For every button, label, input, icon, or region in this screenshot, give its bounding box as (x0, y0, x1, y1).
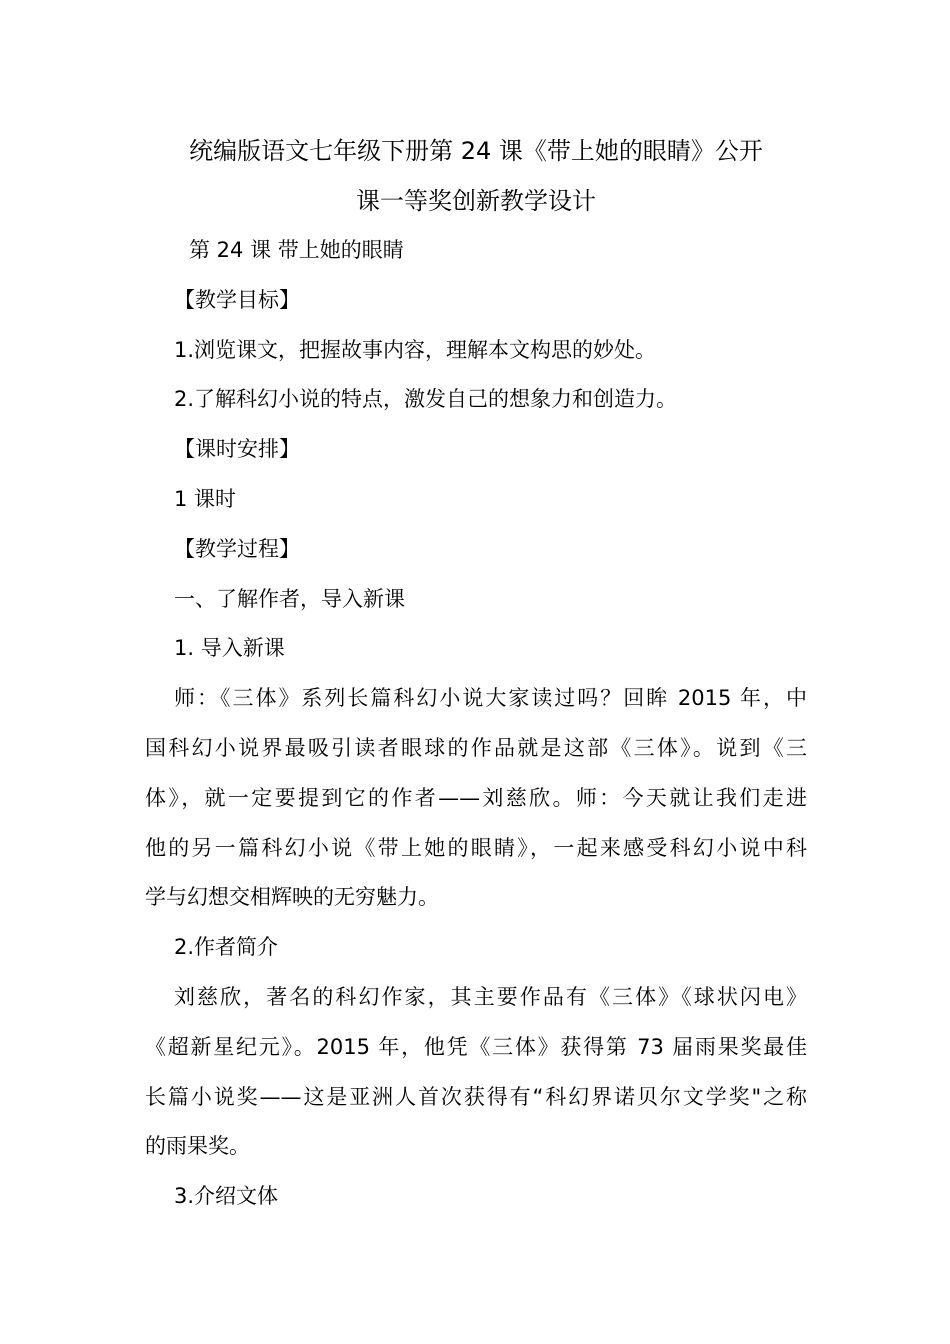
paragraph-1-line-2: 国科幻小说界最吸引读者眼球的作品就是这部《三体》。说到《三 (145, 736, 807, 760)
part-heading-1: 一、了解作者，导入新课 (174, 587, 405, 611)
paragraph-2-line-2: 《超新星纪元》。2015 年，他凭《三体》获得第 73 届雨果奖最佳 (145, 1035, 807, 1059)
lesson-heading: 第 24 课 带上她的眼睛 (189, 238, 404, 262)
section-heading-time: 【课时安排】 (174, 437, 300, 461)
step-heading-1: 1. 导入新课 (174, 636, 285, 660)
step-heading-3: 3.介绍文体 (174, 1184, 279, 1208)
section-heading-process: 【教学过程】 (174, 537, 300, 561)
goal-item-2: 2.了解科幻小说的特点，激发自己的想象力和创造力。 (174, 387, 678, 411)
goal-item-1: 1.浏览课文，把握故事内容，理解本文构思的妙处。 (174, 338, 657, 362)
paragraph-1-line-3: 体》，就一定要提到它的作者——刘慈欣。师：今天就让我们走进 (145, 786, 807, 810)
paragraph-2-line-1: 刘慈欣，著名的科幻作家，其主要作品有《三体》《球状闪电》 (174, 985, 807, 1009)
paragraph-1-line-4: 他的另一篇科幻小说《带上她的眼睛》，一起来感受科幻小说中科 (145, 836, 807, 860)
paragraph-1-line-1: 师：《三体》系列长篇科幻小说大家读过吗？回眸 2015 年，中 (174, 686, 807, 710)
document-title-line-1: 统编版语文七年级下册第 24 课《带上她的眼睛》公开 (189, 137, 763, 165)
paragraph-2-line-4: 的雨果奖。 (145, 1134, 250, 1158)
document-title-line-2: 课一等奖创新教学设计 (356, 187, 596, 215)
step-heading-2: 2.作者简介 (174, 935, 279, 959)
paragraph-2-line-3: 长篇小说奖——这是亚洲人首次获得有“科幻界诺贝尔文学奖"之称 (145, 1085, 807, 1109)
time-value: 1 课时 (174, 487, 237, 511)
section-heading-goals: 【教学目标】 (174, 288, 300, 312)
paragraph-1-line-5: 学与幻想交相辉映的无穷魅力。 (145, 885, 439, 909)
